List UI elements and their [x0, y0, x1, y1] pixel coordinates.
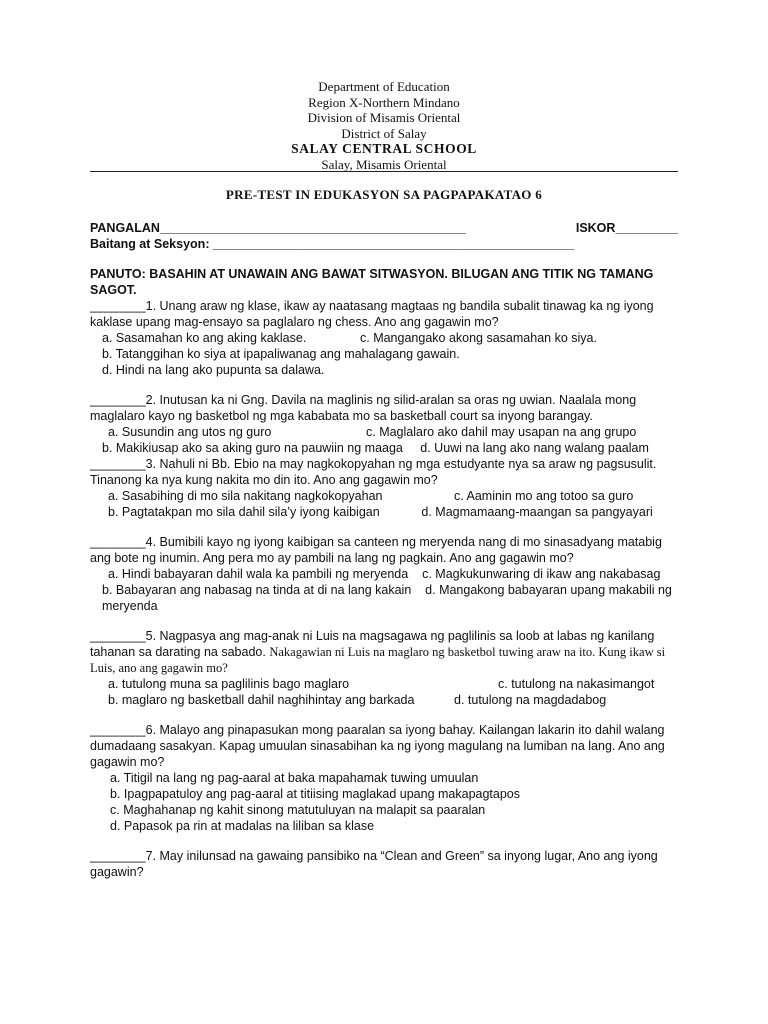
school-address: Salay, Misamis Oriental: [321, 156, 447, 172]
q4-option-d[interactable]: d. Mangakong babayaran upang makabili ng meryenda: [102, 583, 672, 613]
q1-option-a[interactable]: a. Sasamahan ko ang aking kaklase.: [102, 331, 307, 345]
q5-options-row2: [90, 692, 682, 708]
q3-options-row1: [90, 488, 682, 504]
q3-option-a[interactable]: a. Sasabihing di mo sila nakitang nagkokopyahan: [108, 489, 383, 503]
q4-options-row2: [90, 582, 682, 614]
q3-options-row2: [90, 504, 682, 520]
question-2: ________2. Inutusan ka ni Gng. Davila na maglinis ng silid-aralan sa oras ng uwian. Naalala mong maglalaro kayo ng basketbol ng mga kababata mo sa basketball court sa inyong barangay.: [90, 393, 637, 423]
q4-option-b[interactable]: b. Babayaran ang nabasag na tinda at di na lang kakain: [102, 583, 412, 597]
score-field[interactable]: ISKOR_________: [575, 221, 678, 235]
q3-option-b[interactable]: b. Pagtatakpan mo sila dahil sila’y iyong kaibigan: [108, 505, 380, 519]
school-name: SALAY CENTRAL SCHOOL: [291, 141, 477, 156]
q2-options-row1: [90, 424, 682, 440]
q4-option-c[interactable]: c. Magkukunwaring di ikaw ang nakabasag: [422, 567, 661, 581]
q2-options-row2: [90, 440, 682, 456]
question-1: ________1. Unang araw ng klase, ikaw ay naatasang magtaas ng bandila subalit tinawag ka ng iyong kaklase upang mag-ensayo sa paglalaro ng chess. Ano ang gagawin mo?: [90, 299, 654, 329]
q5-option-b[interactable]: b. maglaro ng basketball dahil naghihintay ang barkada: [108, 693, 415, 707]
test-body: [90, 220, 682, 880]
q2-option-b[interactable]: b. Makikiusap ako sa aking guro na pauwiin ng maaga: [102, 441, 403, 455]
q3-option-c[interactable]: c. Aaminin mo ang totoo sa guro: [454, 489, 634, 503]
q1-option-b[interactable]: b. Tatanggihan ko siya at ipapaliwanag ang mahalagang gawain.: [102, 347, 460, 361]
q1-options-row1: [90, 330, 682, 346]
question-6: ________6. Malayo ang pinapasukan mong paaralan sa iyong bahay. Kailangan lakarin ito dahil walang dumadaang sasakyan. Kapag umuulan sinasabihan ka ng iyong magulang na lumiban na lang. Ano ang gagawin mo?: [90, 723, 665, 769]
question-4: ________4. Bumibili kayo ng iyong kaibigan sa canteen ng meryenda nang di mo sinasadyang matabig ang bote ng inumin. Ang pera mo ay pambili na lang ng pagkain. Ano ang gagawin mo?: [90, 535, 662, 565]
name-score-row: [90, 220, 682, 236]
department-line: Department of Education: [318, 79, 450, 94]
q3-option-d[interactable]: d. Magmamaang-maangan sa pangyayari: [421, 505, 653, 519]
q4-options-row1: [90, 566, 682, 582]
letterhead: [0, 79, 768, 172]
q1-option-c[interactable]: c. Mangangako akong sasamahan ko siya.: [360, 331, 597, 345]
q2-option-a[interactable]: a. Susundin ang utos ng guro: [108, 425, 272, 439]
q1-option-d[interactable]: d. Hindi na lang ako pupunta sa dalawa.: [102, 363, 325, 377]
instructions: PANUTO: BASAHIN AT UNAWAIN ANG BAWAT SITWASYON. BILUGAN ANG TITIK NG TAMANG SAGOT.: [90, 267, 654, 297]
q2-option-c[interactable]: c. Maglalaro ako dahil may usapan na ang grupo: [366, 425, 637, 439]
q5-options-row1: [90, 676, 682, 692]
question-7: ________7. May inilunsad na gawaing pansibiko na “Clean and Green” sa inyong lugar, Ano ang iyong gagawin?: [90, 849, 658, 879]
grade-section-field[interactable]: Baitang at Seksyon: ____________________________________________________: [90, 237, 575, 251]
district-line: District of Salay: [341, 125, 427, 141]
q5-option-a[interactable]: a. tutulong muna sa paglilinis bago maglaro: [108, 677, 350, 691]
q6-option-b[interactable]: b. Ipagpapatuloy ang pag-aaral at titiising maglakad upang makapagtapos: [110, 787, 521, 801]
question-5-part1: ________5. Nagpasya ang mag-anak ni Luis na magsagawa ng paglilinis sa loob at labas ng kanilang tahanan sa darating na sabado.: [90, 629, 655, 659]
q6-option-d[interactable]: d. Papasok pa rin at madalas na liliban sa klase: [110, 819, 375, 833]
region-line: Region X-Northern Mindano: [308, 94, 460, 110]
q6-option-c[interactable]: c. Maghahanap ng kahit sinong matutuluyan na malapit sa paaralan: [110, 803, 486, 817]
question-5: [90, 628, 682, 676]
q5-option-c[interactable]: c. tutulong na nakasimangot: [498, 677, 655, 691]
q6-option-a[interactable]: a. Titigil na lang ng pag-aaral at baka mapahamak tuwing umuulan: [110, 771, 479, 785]
q5-option-d[interactable]: d. tutulong na magdadabog: [454, 693, 607, 707]
q4-option-a[interactable]: a. Hindi babayaran dahil wala ka pambili ng meryenda: [108, 567, 409, 581]
q2-option-d[interactable]: d. Uuwi na lang ako nang walang paalam: [420, 441, 649, 455]
question-5-part2: Nakagawian ni Luis na maglaro ng basketbol tuwing araw na ito. Kung ikaw si Luis, ano ang gagawin mo?: [90, 645, 666, 675]
name-field[interactable]: PANGALAN____________________________________________: [90, 221, 466, 235]
division-line: Division of Misamis Oriental: [307, 110, 461, 125]
question-3: ________3. Nahuli ni Bb. Ebio na may nagkokopyahan ng mga estudyante nya sa araw ng pagsusulit. Tinanong ka nya kung nakita mo din ito. Ano ang gagawin mo?: [90, 457, 657, 487]
header-divider: [90, 171, 678, 172]
test-title: PRE-TEST IN EDUKASYON SA PAGPAPAKATAO 6: [225, 187, 543, 202]
